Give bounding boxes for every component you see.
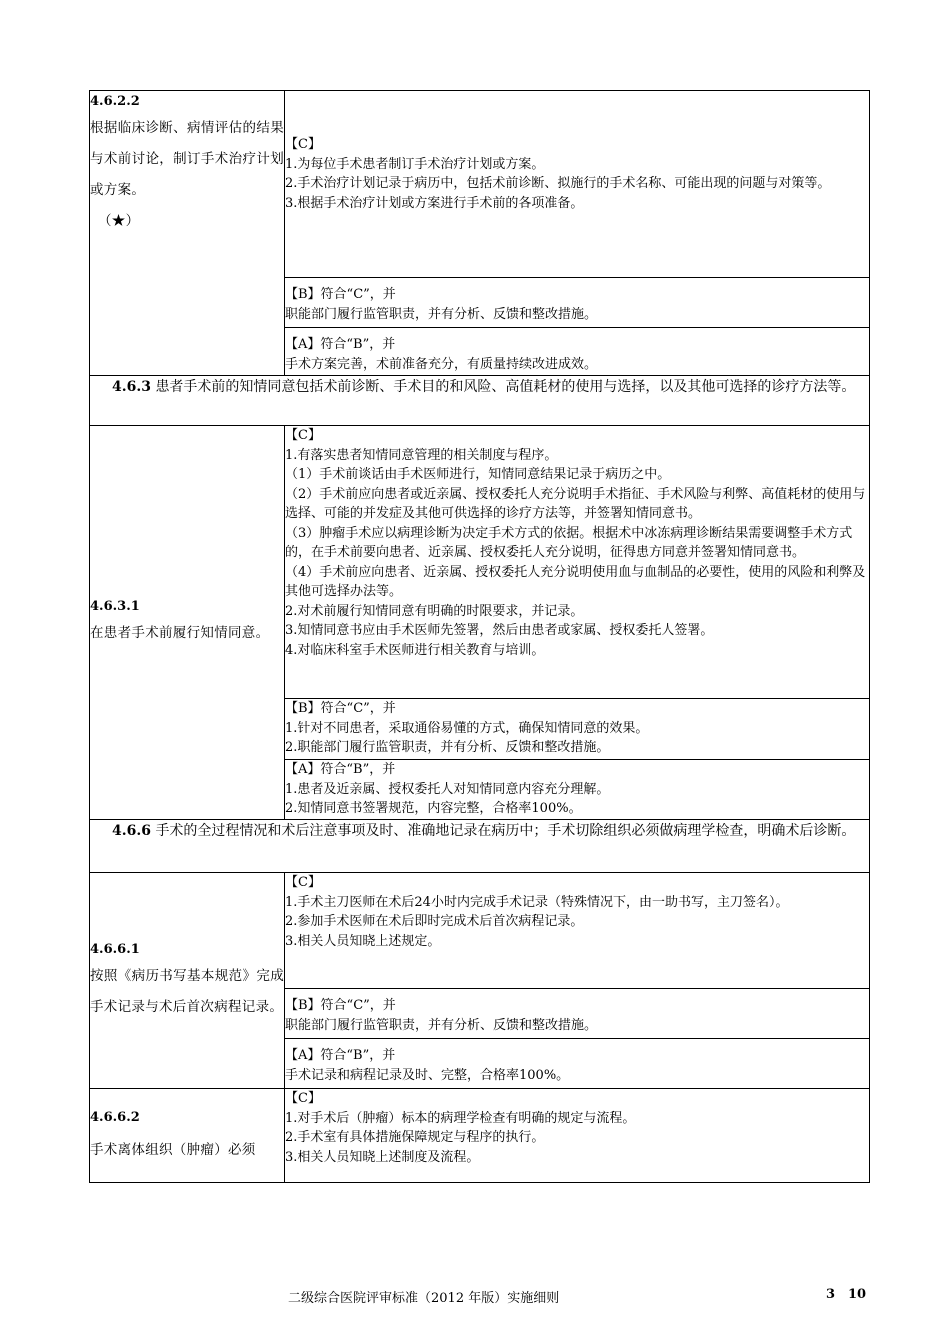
criteria-line: 【B】符合“C”，并 xyxy=(285,998,396,1013)
item-code: 4.6.6.1 xyxy=(90,941,140,957)
section-row xyxy=(90,376,870,426)
criteria-a xyxy=(285,1039,870,1089)
criteria-line: 职能部门履行监管职责，并有分析、反馈和整改措施。 xyxy=(285,306,598,322)
item-text: 手术离体组织（肿瘤）必须 xyxy=(90,1142,256,1158)
star-mark: （★） xyxy=(98,213,140,229)
criteria-line: 1.为每位手术患者制订手术治疗计划或方案。 xyxy=(285,156,545,172)
criteria-line: 【C】 xyxy=(285,428,321,443)
criteria-line: 【A】符合“B”，并 xyxy=(285,337,396,352)
criteria-line: 3.知情同意书应由手术医师先签署，然后由患者或家属、授权委托人签署。 xyxy=(285,623,714,638)
section-text: 患者手术前的知情同意包括术前诊断、手术目的和风险、高值耗材的使用与选择，以及其他可选择的诊疗方法等。 xyxy=(155,379,856,395)
criteria-a xyxy=(285,760,870,820)
table-row xyxy=(90,873,870,989)
criteria-line: 3.相关人员知晓上述制度及流程。 xyxy=(285,1149,480,1165)
criteria-line: （2）手术前应向患者或近亲属、授权委托人充分说明手术指征、手术风险与利弊、高值耗材的使用与选择、可能的并发症及其他可供选择的诊疗方法等，并签署知情同意书。 xyxy=(285,486,866,521)
criteria-c xyxy=(285,873,870,989)
criteria-line: 【C】 xyxy=(285,137,321,152)
criteria-c xyxy=(285,91,870,278)
criteria-c xyxy=(285,1089,870,1183)
criteria-line: 【C】 xyxy=(285,1091,321,1106)
criteria-a xyxy=(285,328,870,376)
criteria-line: 1.有落实患者知情同意管理的相关制度与程序。 xyxy=(285,447,558,463)
item-code: 4.6.3.1 xyxy=(90,599,140,614)
criteria-b xyxy=(285,278,870,328)
criteria-line: 3.根据手术治疗计划或方案进行手术前的各项准备。 xyxy=(285,195,584,211)
criteria-line: 2.对术前履行知情同意有明确的时限要求，并记录。 xyxy=(285,603,584,619)
criteria-line: 2.职能部门履行监管职责，并有分析、反馈和整改措施。 xyxy=(285,740,610,755)
item-code: 4.6.6.2 xyxy=(90,1110,140,1125)
criteria-line: 【B】符合“C”，并 xyxy=(285,287,396,302)
criteria-c xyxy=(285,426,870,699)
criteria-b xyxy=(285,989,870,1039)
item-cell-4662 xyxy=(90,1089,285,1183)
criteria-line: 2.知情同意书签署规范，内容完整，合格率100%。 xyxy=(285,801,582,816)
item-text: 在患者手术前履行知情同意。 xyxy=(90,625,270,641)
criteria-line: 2.手术室有具体措施保障规定与程序的执行。 xyxy=(285,1130,545,1145)
section-text: 手术的全过程情况和术后注意事项及时、准确地记录在病历中；手术切除组织必须做病理学检查，明确术后诊断。 xyxy=(155,823,856,839)
section-code: 4.6.6 xyxy=(112,823,151,839)
page-number: 3 xyxy=(826,1287,836,1302)
section-4-6-6 xyxy=(90,820,870,873)
criteria-line: 3.相关人员知晓上述规定。 xyxy=(285,933,441,949)
section-4-6-3 xyxy=(90,376,870,426)
item-code: 4.6.2.2 xyxy=(90,94,140,109)
item-cell-4631 xyxy=(90,426,285,820)
table-row xyxy=(90,91,870,278)
standards-table xyxy=(89,90,870,1183)
item-text: 按照《病历书写基本规范》完成手术记录与术后首次病程记录。 xyxy=(90,967,284,1015)
criteria-line: 1.手术主刀医师在术后24小时内完成手术记录（特殊情况下，由一助书写，主刀签名）。 xyxy=(285,894,789,910)
criteria-line: 【C】 xyxy=(285,875,321,890)
item-cell-4622 xyxy=(90,91,285,376)
table-row xyxy=(90,1089,870,1183)
section-row xyxy=(90,820,870,873)
criteria-line: 2.手术治疗计划记录于病历中，包括术前诊断、拟施行的手术名称、可能出现的问题与对策等。 xyxy=(285,176,831,191)
criteria-line: 2.参加手术医师在术后即时完成术后首次病程记录。 xyxy=(285,914,584,929)
page-total: 10 xyxy=(848,1287,867,1302)
criteria-line: 4.对临床科室手术医师进行相关教育与培训。 xyxy=(285,642,545,658)
item-text: 根据临床诊断、病情评估的结果与术前讨论，制订手术治疗计划或方案。 xyxy=(90,120,284,198)
section-code: 4.6.3 xyxy=(112,379,151,395)
footer-title: 二级综合医院评审标准（2012 年版）实施细则 xyxy=(288,1291,560,1306)
criteria-line: 【A】符合“B”，并 xyxy=(285,762,396,777)
criteria-line: （4）手术前应向患者、近亲属、授权委托人充分说明使用血与血制品的必要性，使用的风险和利弊及其他可选择办法等。 xyxy=(285,564,866,599)
criteria-line: （3）肿瘤手术应以病理诊断为决定手术方式的依据。根据术中冰冻病理诊断结果需要调整手术方式的，在手术前要向患者、近亲属、授权委托人充分说明，征得患方同意并签署知情同意书。 xyxy=(285,525,853,560)
criteria-line: （1）手术前谈话由手术医师进行，知情同意结果记录于病历之中。 xyxy=(285,467,671,482)
criteria-line: 职能部门履行监管职责，并有分析、反馈和整改措施。 xyxy=(285,1017,598,1033)
criteria-line: 1.针对不同患者，采取通俗易懂的方式，确保知情同意的效果。 xyxy=(285,720,649,736)
criteria-b xyxy=(285,699,870,760)
criteria-line: 【B】符合“C”，并 xyxy=(285,701,396,716)
criteria-line: 1.患者及近亲属、授权委托人对知情同意内容充分理解。 xyxy=(285,781,610,797)
table-row xyxy=(90,426,870,699)
criteria-line: 手术方案完善，术前准备充分，有质量持续改进成效。 xyxy=(285,356,598,372)
criteria-line: 手术记录和病程记录及时、完整，合格率100%。 xyxy=(285,1067,570,1083)
criteria-line: 【A】符合“B”，并 xyxy=(285,1048,396,1063)
criteria-line: 1.对手术后（肿瘤）标本的病理学检查有明确的规定与流程。 xyxy=(285,1110,636,1126)
item-cell-4661 xyxy=(90,873,285,1089)
